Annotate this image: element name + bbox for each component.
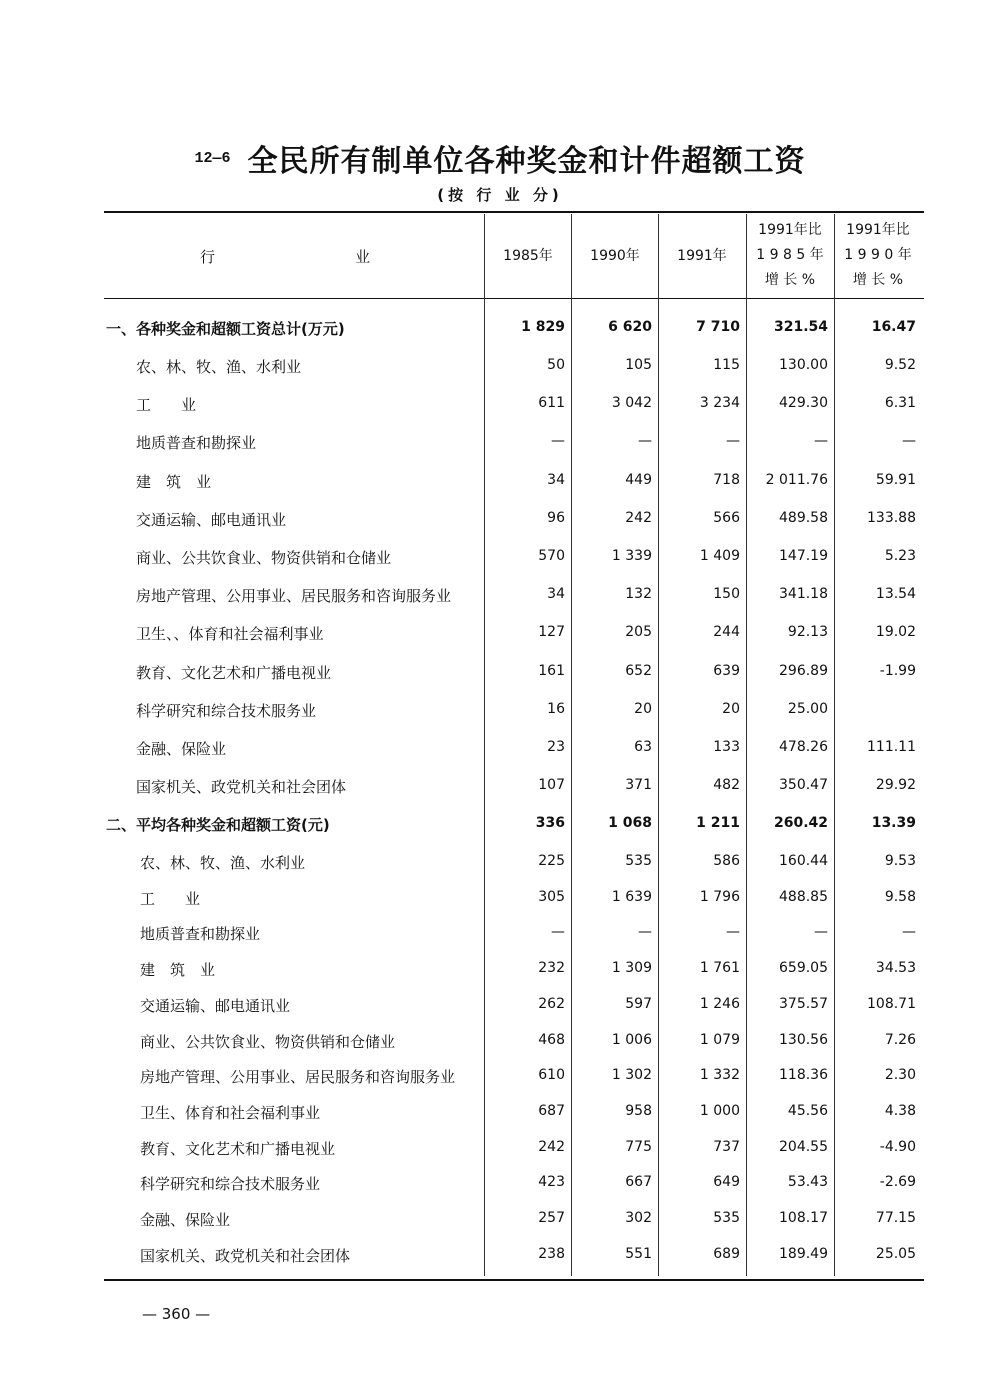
section2-row-7-g85: 45.56 [787, 1102, 828, 1119]
section1-total-y1991: 7 710 [696, 319, 740, 335]
section1-row-2-y1991: — [726, 433, 740, 450]
section1-row-2-label: 地质普查和勘探业 [136, 434, 257, 453]
title-text: 全民所有制单位各种奖金和计件超额工资 [247, 144, 806, 179]
col-divider-5 [834, 214, 835, 1276]
section1-row-10-label: 金融、保险业 [136, 740, 227, 758]
section2-row-6-y1985: 610 [538, 1067, 565, 1084]
section1-row-8-label: 教育、文化艺术和广播电视业 [136, 663, 332, 682]
section1-row-8-y1991: 639 [713, 662, 740, 679]
section1-row-8-g85: 296.89 [779, 662, 828, 679]
section2-row-10-g90: 77.15 [875, 1210, 916, 1226]
section2-row-8-y1990: 775 [625, 1138, 652, 1155]
section2-row-5-y1990: 1 006 [611, 1031, 652, 1048]
section1-row-4-y1985: 96 [547, 509, 565, 526]
section1-row-10-g90: 111.11 [867, 739, 916, 755]
section1-row-5-g85: 147.19 [779, 548, 828, 564]
section2-row-9-y1990: 667 [625, 1174, 652, 1191]
section1-row-9-label: 科学研究和综合技术服务业 [136, 701, 317, 720]
section2-row-6-y1991: 1 332 [699, 1067, 740, 1084]
section2-row-7-g90: 4.38 [884, 1102, 916, 1119]
section1-row-4-g90: 133.88 [867, 509, 916, 526]
section1-row-8-y1985: 161 [538, 662, 565, 679]
section2-row-4-y1985: 262 [538, 995, 565, 1012]
section2-row-1-y1990: 1 639 [611, 888, 652, 905]
table-subtitle: (按 行 业 分) [437, 186, 563, 204]
section1-row-3-y1985: 34 [547, 471, 565, 488]
col-divider-1 [484, 214, 485, 1276]
section2-row-11-g85: 189.49 [779, 1245, 828, 1262]
section1-row-1-y1990: 3 042 [611, 395, 652, 412]
section1-row-1-g85: 429.30 [779, 395, 828, 412]
section1-total-y1985: 1 829 [521, 319, 565, 335]
header-growth-1990-line3: 增 长 % [852, 272, 904, 288]
section2-row-5-g90: 7.26 [884, 1031, 916, 1048]
section2-total-label: 二、平均各种奖金和超额工资(元) [106, 816, 330, 834]
section1-row-10-y1985: 23 [547, 739, 565, 755]
page-number: — 360 — [142, 1305, 211, 1323]
section1-row-0-y1991: 115 [713, 357, 740, 373]
header-rule [104, 298, 924, 299]
header-growth-1990 [838, 218, 918, 293]
section1-row-3-label: 建 筑 业 [136, 472, 212, 491]
header-growth-1990-line1: 1991年比 [846, 222, 910, 238]
section1-row-10-y1991: 133 [713, 739, 740, 755]
section2-row-3-y1985: 232 [538, 960, 565, 977]
top-rule [104, 211, 924, 213]
section2-row-8-y1991: 737 [713, 1138, 740, 1155]
section2-row-2-g85: — [814, 924, 828, 941]
header-industry-a: 行 [200, 248, 216, 266]
section2-row-4-y1991: 1 246 [699, 995, 740, 1012]
section1-row-7-y1991: 244 [713, 624, 740, 641]
section1-row-11-g85: 350.47 [779, 777, 828, 794]
section2-row-0-g90: 9.53 [884, 853, 916, 869]
section1-row-9-y1985: 16 [547, 700, 565, 717]
section1-row-9-g85: 25.00 [787, 700, 828, 717]
section2-row-2-y1990: — [638, 924, 652, 941]
section1-row-5-y1985: 570 [538, 548, 565, 564]
section1-row-6-y1990: 132 [625, 586, 652, 603]
section2-total-y1990: 1 068 [608, 815, 652, 831]
section2-row-11-y1991: 689 [713, 1245, 740, 1262]
section1-row-2-g85: — [814, 433, 828, 450]
section2-row-6-g90: 2.30 [884, 1067, 916, 1084]
section2-row-10-y1985: 257 [538, 1210, 565, 1226]
section2-row-3-g85: 659.05 [779, 960, 828, 977]
col-divider-4 [746, 214, 747, 1276]
section1-row-7-label: 卫生、、体育和社会福利事业 [136, 625, 324, 644]
header-1985: 1985年 [503, 248, 553, 264]
section2-row-4-g85: 375.57 [779, 995, 828, 1012]
section2-row-2-y1985: — [551, 924, 565, 941]
section1-row-5-label: 商业、公共饮食业、物资供销和仓储业 [136, 549, 392, 567]
header-growth-1985-line1: 1991年比 [758, 222, 822, 238]
section1-row-2-y1990: — [638, 433, 652, 450]
section1-row-7-g90: 19.02 [875, 624, 916, 641]
section2-row-7-y1991: 1 000 [699, 1102, 740, 1119]
section1-row-10-g85: 478.26 [779, 739, 828, 755]
section1-row-3-y1991: 718 [713, 471, 740, 488]
bottom-rule [104, 1279, 924, 1281]
section2-row-9-g90: -2.69 [879, 1174, 916, 1191]
header-industry-b: 业 [355, 248, 371, 266]
section1-row-10-y1990: 63 [634, 739, 652, 755]
section2-row-4-g90: 108.71 [867, 995, 916, 1012]
section2-row-4-y1990: 597 [625, 995, 652, 1012]
section2-row-6-y1990: 1 302 [611, 1067, 652, 1084]
section1-row-6-g90: 13.54 [875, 586, 916, 603]
section2-row-9-label: 科学研究和综合技术服务业 [140, 1175, 321, 1194]
section1-row-0-g85: 130.00 [779, 357, 828, 373]
section1-row-6-y1991: 150 [713, 586, 740, 603]
section1-total-label: 一、各种奖金和超额工资总计(万元) [106, 320, 345, 338]
section2-row-0-g85: 160.44 [779, 853, 828, 869]
section1-row-1-g90: 6.31 [884, 395, 916, 412]
table-title [0, 136, 1000, 180]
section1-row-4-y1990: 242 [625, 509, 652, 526]
section1-row-9-y1990: 20 [634, 700, 652, 717]
section2-row-7-label: 卫生、体育和社会福利事业 [140, 1103, 321, 1122]
section1-row-1-y1991: 3 234 [699, 395, 740, 412]
section2-row-1-y1991: 1 796 [699, 888, 740, 905]
section2-row-0-label: 农、林、牧、渔、水利业 [140, 854, 306, 872]
section2-row-2-label: 地质普查和勘探业 [140, 925, 261, 944]
section2-row-11-y1985: 238 [538, 1245, 565, 1262]
section2-row-11-g90: 25.05 [875, 1245, 916, 1262]
header-growth-1985 [750, 218, 830, 293]
section2-row-1-g85: 488.85 [779, 888, 828, 905]
section1-row-11-y1985: 107 [538, 777, 565, 794]
section1-row-11-y1991: 482 [713, 777, 740, 794]
section2-row-6-label: 房地产管理、公用事业、居民服务和咨询服务业 [140, 1068, 456, 1087]
section1-row-0-y1985: 50 [547, 357, 565, 373]
section2-row-0-y1985: 225 [538, 853, 565, 869]
section1-row-4-y1991: 566 [713, 509, 740, 526]
section2-row-1-g90: 9.58 [884, 888, 916, 905]
section2-row-2-y1991: — [726, 924, 740, 941]
section1-total-y1990: 6 620 [608, 319, 652, 335]
section2-row-8-g85: 204.55 [779, 1138, 828, 1155]
section2-row-2-g90: — [902, 924, 916, 941]
col-divider-2 [571, 214, 572, 1276]
col-divider-3 [658, 214, 659, 1276]
section1-row-11-y1990: 371 [625, 777, 652, 794]
section2-row-10-g85: 108.17 [779, 1210, 828, 1226]
header-1991: 1991年 [677, 248, 727, 264]
section2-row-11-label: 国家机关、政党机关和社会团体 [140, 1246, 351, 1265]
section2-row-9-y1991: 649 [713, 1174, 740, 1191]
section1-row-3-g90: 59.91 [875, 471, 916, 488]
section1-row-4-g85: 489.58 [779, 509, 828, 526]
section1-row-1-label: 工 业 [136, 396, 197, 415]
section1-row-1-y1985: 611 [538, 395, 565, 412]
section1-row-3-y1990: 449 [625, 471, 652, 488]
section2-row-10-label: 金融、保险业 [140, 1211, 231, 1229]
section2-total-g85: 260.42 [773, 815, 828, 831]
section2-row-1-y1985: 305 [538, 888, 565, 905]
section1-row-11-g90: 29.92 [875, 777, 916, 794]
section2-row-7-y1990: 958 [625, 1102, 652, 1119]
section2-row-5-y1985: 468 [538, 1031, 565, 1048]
section1-total-g90: 16.47 [871, 319, 916, 335]
header-growth-1985-line3: 增 长 % [764, 272, 816, 288]
section2-row-9-g85: 53.43 [787, 1174, 828, 1191]
section1-row-6-g85: 341.18 [779, 586, 828, 603]
section2-row-10-y1991: 535 [713, 1210, 740, 1226]
section2-row-8-g90: -4.90 [879, 1138, 916, 1155]
section2-row-3-y1990: 1 309 [611, 960, 652, 977]
section1-row-7-y1985: 127 [538, 624, 565, 641]
section2-row-11-y1990: 551 [625, 1245, 652, 1262]
section1-row-3-g85: 2 011.76 [765, 471, 828, 488]
section1-total-g85: 321.54 [773, 319, 828, 335]
section2-row-0-y1991: 586 [713, 853, 740, 869]
section1-row-8-g90: -1.99 [879, 662, 916, 679]
section1-row-7-g85: 92.13 [787, 624, 828, 641]
section2-row-3-label: 建 筑 业 [140, 961, 216, 980]
section2-row-8-y1985: 242 [538, 1138, 565, 1155]
section2-total-y1985: 336 [535, 815, 565, 831]
section2-row-10-y1990: 302 [625, 1210, 652, 1226]
section2-row-6-g85: 118.36 [779, 1067, 828, 1084]
section2-row-1-label: 工 业 [140, 889, 201, 908]
section2-total-g90: 13.39 [871, 815, 916, 831]
section1-row-5-y1991: 1 409 [699, 548, 740, 564]
section2-row-3-y1991: 1 761 [699, 960, 740, 977]
header-growth-1985-line2: 1 9 8 5 年 [756, 247, 824, 263]
section1-row-7-y1990: 205 [625, 624, 652, 641]
section1-row-6-y1985: 34 [547, 586, 565, 603]
section1-row-9-y1991: 20 [722, 700, 740, 717]
section1-row-6-label: 房地产管理、公用事业、居民服务和咨询服务业 [136, 587, 452, 606]
section2-row-9-y1985: 423 [538, 1174, 565, 1191]
section2-row-7-y1985: 687 [538, 1102, 565, 1119]
section1-row-0-y1990: 105 [625, 357, 652, 373]
section1-row-5-y1990: 1 339 [611, 548, 652, 564]
section1-row-8-y1990: 652 [625, 662, 652, 679]
section2-row-3-g90: 34.53 [875, 960, 916, 977]
section2-row-4-label: 交通运输、邮电通讯业 [140, 996, 291, 1015]
section2-row-8-label: 教育、文化艺术和广播电视业 [140, 1139, 336, 1158]
section1-row-4-label: 交通运输、邮电通讯业 [136, 510, 287, 529]
header-growth-1990-line2: 1 9 9 0 年 [844, 247, 912, 263]
section2-row-5-label: 商业、公共饮食业、物资供销和仓储业 [140, 1032, 396, 1051]
section1-row-2-g90: — [902, 433, 916, 450]
section1-row-0-g90: 9.52 [884, 357, 916, 373]
section2-row-5-g85: 130.56 [779, 1031, 828, 1048]
section1-row-0-label: 农、林、牧、渔、水利业 [136, 358, 302, 376]
header-1990: 1990年 [590, 248, 640, 264]
section1-row-5-g90: 5.23 [884, 548, 916, 564]
section2-row-0-y1990: 535 [625, 853, 652, 869]
section1-row-2-y1985: — [551, 433, 565, 450]
section1-row-11-label: 国家机关、政党机关和社会团体 [136, 778, 347, 797]
section2-total-y1991: 1 211 [696, 815, 740, 831]
section2-row-5-y1991: 1 079 [699, 1031, 740, 1048]
table-number: 12—6 [194, 149, 231, 167]
